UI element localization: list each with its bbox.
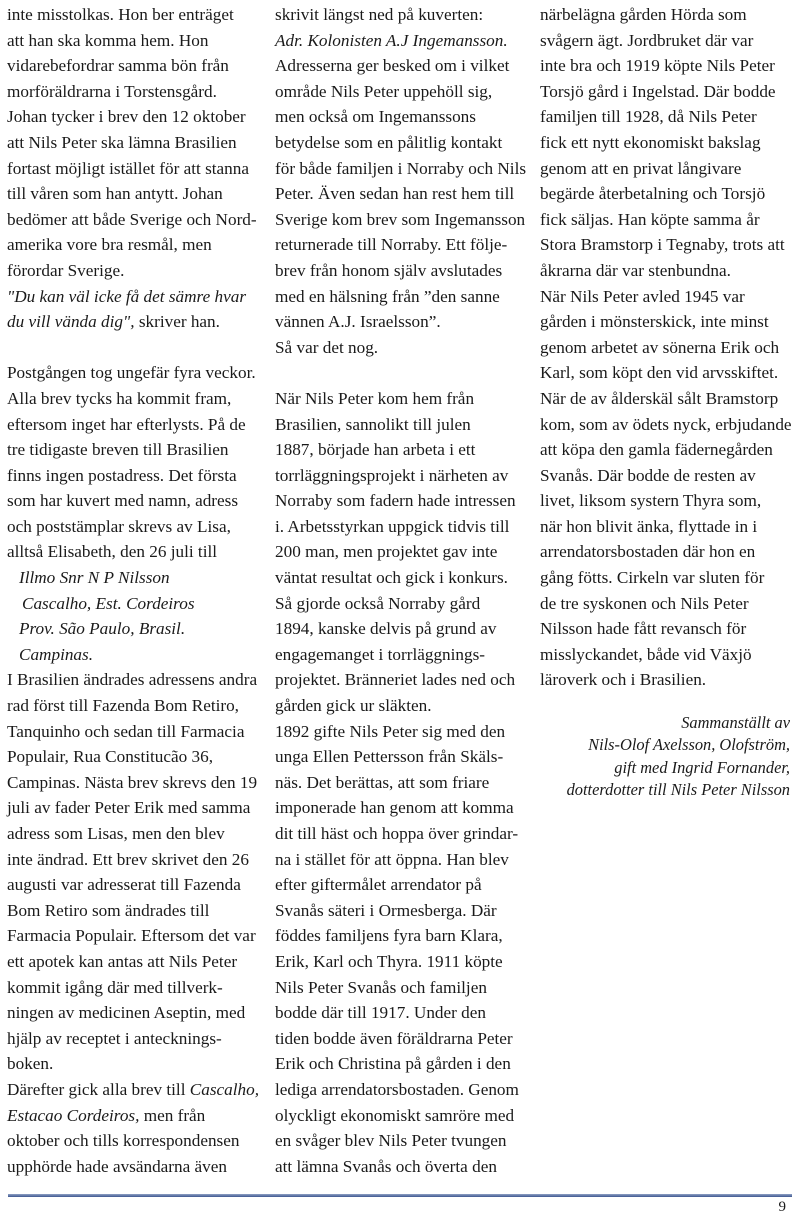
text-line: boken. <box>7 1054 54 1074</box>
text-line: fick ett nytt ekonomiskt bakslag <box>540 132 761 152</box>
text-line: Nils Peter Svanås och familjen <box>275 977 487 997</box>
text-line: familjen till 1928, då Nils Peter <box>540 107 757 127</box>
text-line: fick säljas. Han köpte samma år <box>540 209 760 229</box>
text-line: som har kuvert med namn, adress <box>7 491 239 511</box>
text-line: genom arbetet av sönerna Erik och <box>540 337 780 357</box>
text-line: inte bra och 1919 köpte Nils Peter <box>540 56 775 76</box>
text-line <box>7 309 259 335</box>
text-line: alltså Elisabeth, den 26 juli till <box>7 542 218 562</box>
text-line: lediga arrendatorsbostaden. Genom <box>275 1079 519 1099</box>
text-line: för både familjen i Norraby och Nils <box>275 158 527 178</box>
text-line: åkrarna där var stenbundna. <box>540 260 731 280</box>
paragraph-gap <box>275 360 526 386</box>
text-line: livet, liksom systern Thyra som, <box>540 491 762 511</box>
text-line: oktober och tills korrespondensen <box>7 1131 240 1151</box>
footer-rule <box>8 1194 792 1197</box>
text-line: arrendatorsbostaden där hon en <box>540 542 756 562</box>
text-line: kommit igång där med tillverk- <box>7 977 223 997</box>
text-line: gång fötts. Cirkeln var sluten för <box>540 568 765 588</box>
italic-fragment: Estacao Cordeiros, <box>7 1105 140 1125</box>
text-line: att köpa den gamla fädernegården <box>540 440 773 460</box>
text-line: morföräldrarna i Torstensgård. <box>7 81 217 101</box>
text-line <box>7 1077 259 1103</box>
text-line: föddes familjens fyra barn Klara, <box>275 926 503 946</box>
text-line: vidarebefordrar samma bön från <box>7 56 229 76</box>
text-line: När de av ålderskäl sålt Bramstorp <box>540 388 779 408</box>
italic-fragment: du vill vända dig", <box>7 312 135 332</box>
text-line: område Nils Peter uppehöll sig, <box>275 81 493 101</box>
text-line: amerika vore bra resmål, men <box>7 235 212 255</box>
text-line: begärde återbetalning och Torsjö <box>540 184 766 204</box>
text-line: skrivit längst ned på kuverten: <box>275 5 484 24</box>
text-line: ningen av medicinen Aseptin, med <box>7 1003 246 1023</box>
text-line: 1887, började han arbeta i ett <box>275 440 476 460</box>
text-line: olyckligt ekonomiskt samröre med <box>275 1105 515 1125</box>
text-line: att lämna Svanås och överta den <box>275 1156 497 1176</box>
text-line: Torsjö gård i Ingelstad. Där bodde <box>540 81 776 101</box>
text-fragment: skriver han. <box>134 312 220 332</box>
signature-block <box>567 712 790 802</box>
text-line: rad först till Fazenda Bom Retiro, <box>7 696 239 716</box>
text-line: Sverige kom brev som Ingemansson <box>275 209 526 229</box>
text-line: Brasilien, sannolikt till julen <box>275 414 471 434</box>
page-number: 9 <box>778 1199 786 1215</box>
signature-line: dotterdotter till Nils Peter Nilsson <box>566 780 790 800</box>
text-line: bodde där till 1917. Under den <box>275 1003 486 1023</box>
text-line: 200 man, men projektet gav inte <box>275 542 498 562</box>
text-line: vännen A.J. Israelsson”. <box>275 312 441 332</box>
text-line: efter giftermålet arrendator på <box>275 875 482 895</box>
text-line: förordar Sverige. <box>7 260 125 280</box>
text-line: och poststämplar skrevs av Lisa, <box>7 516 231 536</box>
text-line: augusti var adresserat till Fazenda <box>7 875 241 895</box>
text-line: närbelägna gården Hörda som <box>540 5 747 24</box>
text-line: Illmo Snr N P Nilsson <box>19 568 170 588</box>
text-line: juli av fader Peter Erik med samma <box>7 798 251 818</box>
signature-line: Sammanställt av <box>681 713 790 732</box>
text-line: Nilsson hade fått revansch för <box>540 619 747 639</box>
text-line: Peter. Även sedan han rest hem till <box>275 184 515 204</box>
signature-line: gift med Ingrid Fornander, <box>614 757 790 777</box>
text-line: I Brasilien ändrades adressens andra <box>7 670 258 690</box>
text-line: När Nils Peter kom hem från <box>275 388 475 408</box>
text-line: Erik, Karl och Thyra. 1911 köpte <box>275 951 503 971</box>
text-line: en svåger blev Nils Peter tvungen <box>275 1131 507 1151</box>
text-line: Stora Bramstorp i Tegnaby, trots att <box>540 235 785 255</box>
text-line: Prov. São Paulo, Brasil. <box>19 619 186 639</box>
text-line: kom, som av ödets nyck, erbjudande <box>540 414 792 434</box>
text-line: Farmacia Populair. Eftersom det var <box>7 926 256 946</box>
text-line: läroverk och i Brasilien. <box>540 670 707 690</box>
text-line: Cascalho, Est. Cordeiros <box>22 593 195 613</box>
text-line: projektet. Bränneriet lades ned och <box>275 670 516 690</box>
text-line: "Du kan väl icke få det sämre hvar <box>7 286 247 306</box>
text-line: Postgången tog ungefär fyra veckor. <box>7 363 256 383</box>
text-fragment: Därefter gick alla brev till <box>7 1079 190 1099</box>
text-line: 1894, kanske delvis på grund av <box>275 619 497 639</box>
text-line: med en hälsning från ”den sanne <box>275 286 500 306</box>
text-line: till våren som han antytt. Johan <box>7 184 223 204</box>
text-line: brev från honom själv avslutades <box>275 260 503 280</box>
text-line: torrläggningsprojekt i närheten av <box>275 465 509 485</box>
text-line: näs. Det berättas, att som friare <box>275 772 490 792</box>
signature-line: Nils-Olof Axelsson, Olofström, <box>588 735 790 755</box>
text-line: När Nils Peter avled 1945 var <box>540 286 745 306</box>
text-line: Norraby som fadern hade intressen <box>275 491 516 511</box>
text-line: de tre syskonen och Nils Peter <box>540 593 749 613</box>
text-line: hjälp av receptet i antecknings- <box>7 1028 222 1048</box>
text-line: adress som Lisas, men den blev <box>7 824 225 843</box>
text-line: Campinas. Nästa brev skrevs den 19 <box>7 772 258 792</box>
text-line: Adresserna ger besked om i vilket <box>275 56 510 76</box>
text-line: Så gjorde också Norraby gård <box>275 593 481 613</box>
text-line: Så var det nog. <box>275 337 379 357</box>
text-line: eftersom inget har efterlysts. På de <box>7 414 246 434</box>
text-line: fortast möjligt istället för att stanna <box>7 158 250 178</box>
text-line: väntat resultat och gick i konkurs. <box>275 568 508 588</box>
text-line: när hon blivit änka, flyttade in i <box>540 516 758 536</box>
text-line: gården gick ur släkten. <box>275 696 432 716</box>
text-line: tre tidigaste breven till Brasilien <box>7 440 229 460</box>
text-line: i. Arbetsstyrkan uppgick tidvis till <box>275 516 510 536</box>
text-line: gården i mönsterskick, inte minst <box>540 312 769 332</box>
text-line: na i stället för att öppna. Han blev <box>275 849 509 869</box>
text-line: imponerade han genom att komma <box>275 798 514 818</box>
text-column-1 <box>7 2 259 1179</box>
text-line: engagemanget i torrläggnings- <box>275 644 486 664</box>
text-line: 1892 gifte Nils Peter sig med den <box>275 721 506 741</box>
text-fragment: men från <box>139 1105 206 1125</box>
text-column-2 <box>275 2 526 1179</box>
text-line: att Nils Peter ska lämna Brasilien <box>7 132 237 152</box>
text-line: ett apotek kan antas att Nils Peter <box>7 951 238 971</box>
text-line: Svanås. Där bodde de resten av <box>540 465 756 485</box>
text-line: Erik och Christina på gården i den <box>275 1054 511 1074</box>
text-line: inte misstolkas. Hon ber enträget <box>7 5 234 24</box>
text-line: betydelse som en pålitlig kontakt <box>275 132 503 152</box>
text-line: Tanquinho och sedan till Farmacia <box>7 721 245 741</box>
text-line: tiden bodde även föräldrarna Peter <box>275 1028 513 1048</box>
text-line: att han ska komma hem. Hon <box>7 30 209 50</box>
text-line: Campinas. <box>19 644 94 664</box>
text-line: Bom Retiro som ändrades till <box>7 900 210 920</box>
text-line: finns ingen postadress. Det första <box>7 465 237 485</box>
text-line: Adr. Kolonisten A.J Ingemansson. <box>275 30 508 50</box>
text-line: returnerade till Norraby. Ett följe- <box>275 235 508 255</box>
text-line: svågern ägt. Jordbruket där var <box>540 30 754 50</box>
paragraph-gap <box>7 335 259 361</box>
text-line <box>7 1103 259 1129</box>
text-line: unga Ellen Pettersson från Skäls- <box>275 747 504 767</box>
text-line: Alla brev tycks ha kommit fram, <box>7 388 232 408</box>
text-line: misslyckandet, både vid Växjö <box>540 644 752 664</box>
text-line: genom att en privat långivare <box>540 158 742 178</box>
text-line: Karl, som köpt den vid arvsskiftet. <box>540 363 779 383</box>
text-line: men också om Ingemanssons <box>275 107 476 127</box>
text-column-3 <box>540 2 792 693</box>
italic-fragment: Cascalho, <box>189 1079 260 1099</box>
text-line: Populair, Rua Constitucão 36, <box>7 747 214 767</box>
text-line: upphörde hade avsändarna även <box>7 1156 227 1176</box>
text-line: bedömer att både Sverige och Nord- <box>7 209 257 229</box>
text-line: inte ändrad. Ett brev skrivet den 26 <box>7 849 249 869</box>
text-line: dit till häst och hoppa över grindar- <box>275 824 519 843</box>
text-line: Svanås säteri i Ormesberga. Där <box>275 900 497 920</box>
text-line: Johan tycker i brev den 12 oktober <box>7 107 246 127</box>
